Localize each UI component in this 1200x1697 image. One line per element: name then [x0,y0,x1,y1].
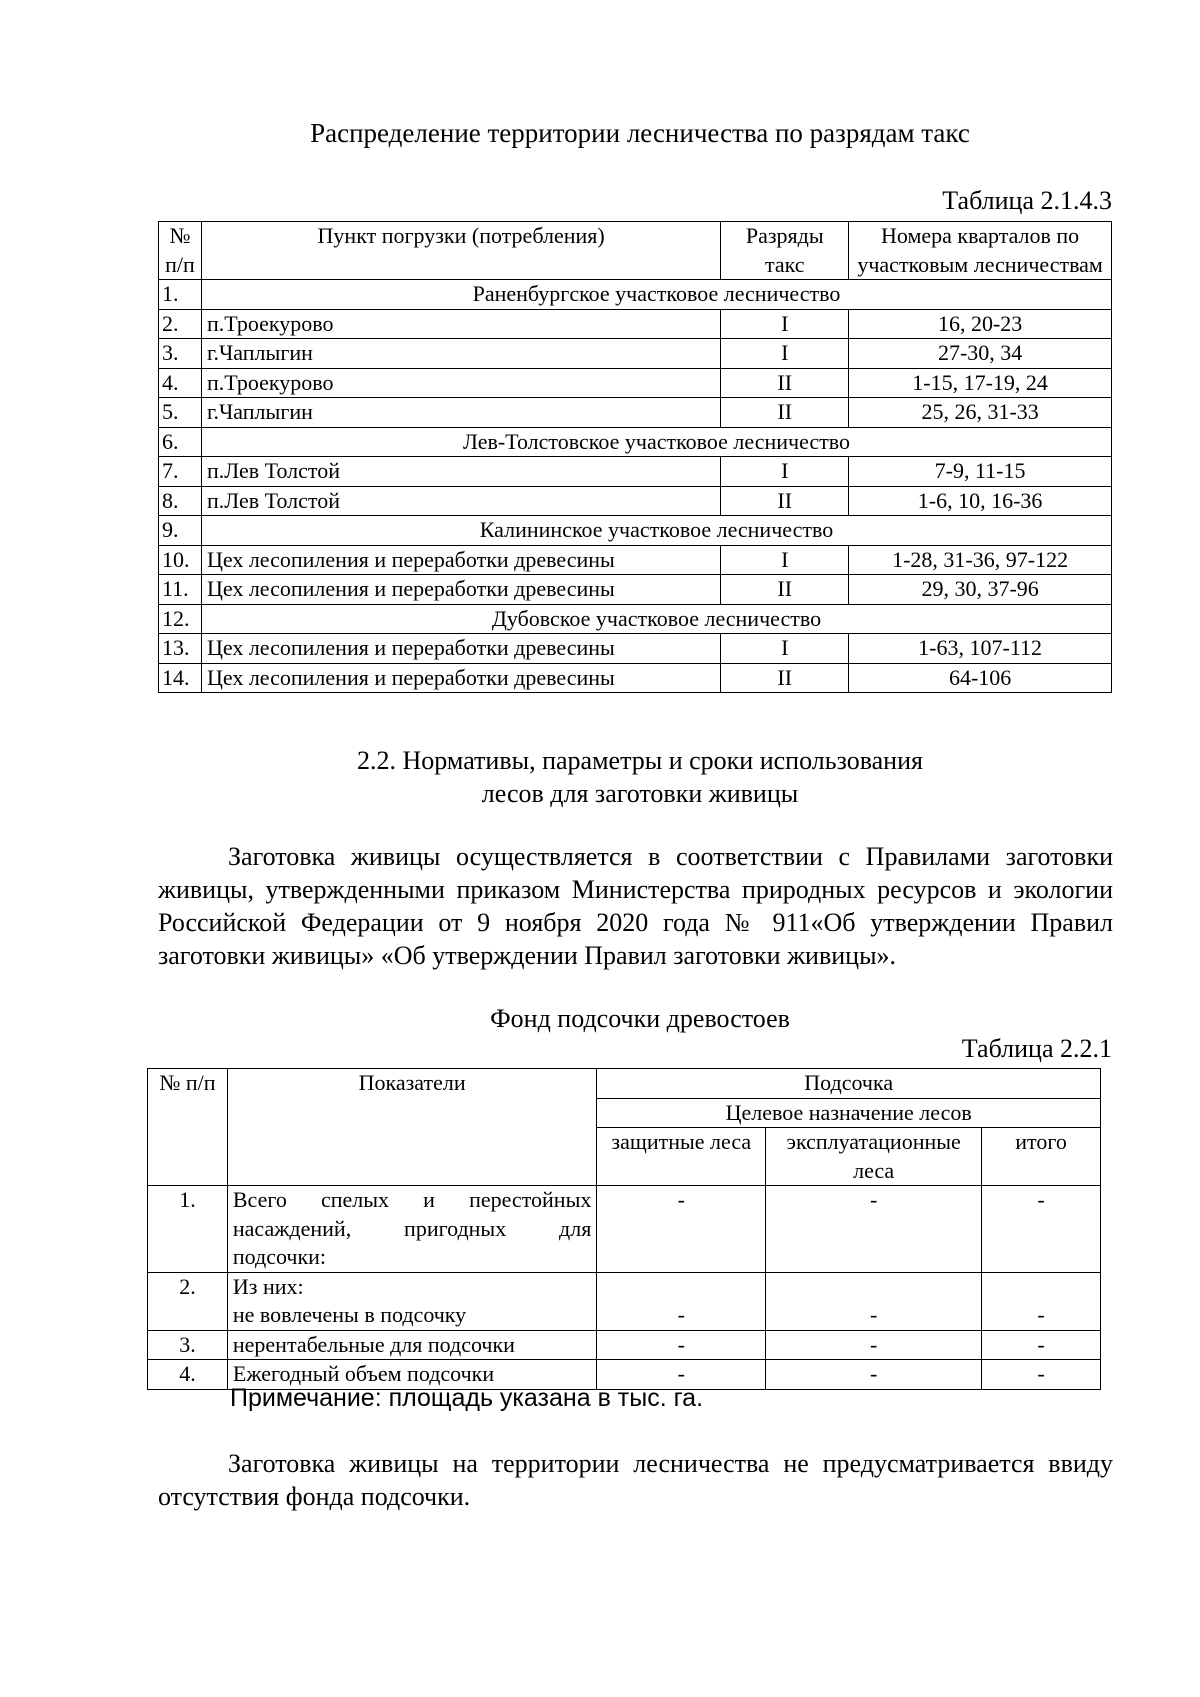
tax-rank: II [721,368,849,398]
value-cell: - [597,1186,766,1273]
loading-point: п.Лев Толстой [201,486,720,516]
row-number: 13. [159,634,202,664]
indicator-label-line1: Из них: [232,1273,304,1299]
section-heading-line2: лесов для заготовки живицы [481,779,799,808]
indicator-label-line2: не вовлечены в подсочку [232,1302,467,1327]
row-number: 14. [159,663,202,693]
tax-rank: I [721,634,849,664]
quarter-numbers: 29, 30, 37-96 [849,575,1112,605]
table-section-row [159,516,1112,546]
row-number: 4. [159,368,202,398]
table-section-row [159,604,1112,634]
tax-rank: II [721,398,849,428]
quarter-numbers: 1-15, 17-19, 24 [849,368,1112,398]
value-cell: - [982,1272,1101,1330]
quarter-numbers: 25, 26, 31-33 [849,398,1112,428]
table2-title: Фонд подсочки древостоев [490,1004,790,1033]
body-paragraph: Заготовка живицы на территории лесничества не предусматривается ввиду отсутствия фонда подсочки. [158,1449,1113,1511]
value-cell: - [766,1272,982,1330]
value-cell: - [982,1186,1101,1273]
tax-rank: I [721,309,849,339]
row-number: 10. [159,545,202,575]
indicator-label: Всего спелых и перестойных насаждений, пригодных для подсочки: [227,1186,596,1273]
table-row [159,545,1112,575]
table-row [159,663,1112,693]
header-rank: Разряды такс [721,222,849,280]
loading-point: г.Чаплыгин [201,339,720,369]
value-cell: - [766,1330,982,1360]
row-number: 8. [159,486,202,516]
row-number: 5. [159,398,202,428]
row-number: 1. [159,280,202,310]
value-cell: - [982,1330,1101,1360]
table-header-row [148,1069,1101,1099]
table-row [148,1272,1101,1330]
row-number: 7. [159,457,202,487]
header-num: № п/п [148,1069,228,1186]
loading-point: Цех лесопиления и переработки древесины [201,575,720,605]
quarter-numbers: 27-30, 34 [849,339,1112,369]
section-name: Калининское участковое лесничество [201,516,1111,546]
table2-caption: Таблица 2.2.1 [961,1034,1112,1063]
row-number: 9. [159,516,202,546]
tax-rank: I [721,457,849,487]
body-paragraph: Заготовка живицы осуществляется в соответствии с Правилами заготовки живицы, утвержденными приказом Министерства природных ресурсов и экологии Российской Федерации от 9 ноября 2020 года № 911«Об утверждении Правил заготовки живицы» «Об утверждении Правил заготовки живицы». [158,842,1113,970]
loading-point: г.Чаплыгин [201,398,720,428]
table-row [159,309,1112,339]
table-section-row [159,280,1112,310]
section-name: Лев-Толстовское участковое лесничество [201,427,1111,457]
tax-rank-table [158,221,1112,693]
table1-caption: Таблица 2.1.4.3 [942,186,1112,215]
value-cell: - [597,1360,766,1390]
loading-point: п.Лев Толстой [201,457,720,487]
indicator-label: нерентабельные для подсочки [227,1330,596,1360]
quarter-numbers: 16, 20-23 [849,309,1112,339]
tax-rank: I [721,339,849,369]
section-heading-line1: 2.2. Нормативы, параметры и сроки использования [357,746,923,775]
header-exploitation: эксплуатационные леса [766,1128,982,1186]
loading-point: п.Троекурово [201,309,720,339]
value-cell: - [597,1272,766,1330]
table-row [159,486,1112,516]
row-number: 2. [148,1272,228,1330]
table-header-row [159,222,1112,280]
loading-point: п.Троекурово [201,368,720,398]
value-cell: - [766,1186,982,1273]
table-section-row [159,427,1112,457]
quarter-numbers: 1-63, 107-112 [849,634,1112,664]
table-note: Примечание: площадь указана в тыс. га. [230,1384,704,1412]
table-row [159,368,1112,398]
table-row [159,457,1112,487]
header-protective: защитные леса [597,1128,766,1186]
indicator-label: Ежегодный объем подсочки [227,1360,596,1390]
section-name: Дубовское участковое лесничество [201,604,1111,634]
table1-title: Распределение территории лесничества по разрядам такс [310,118,970,148]
loading-point: Цех лесопиления и переработки древесины [201,663,720,693]
header-total: итого [982,1128,1101,1186]
value-cell: - [597,1330,766,1360]
header-point: Пункт погрузки (потребления) [201,222,720,280]
row-number: 3. [148,1330,228,1360]
loading-point: Цех лесопиления и переработки древесины [201,634,720,664]
tax-rank: II [721,575,849,605]
row-number: 1. [148,1186,228,1273]
table-row [159,634,1112,664]
quarter-numbers: 1-28, 31-36, 97-122 [849,545,1112,575]
tax-rank: I [721,545,849,575]
header-group: Подсочка [597,1069,1101,1099]
row-number: 3. [159,339,202,369]
tax-rank: II [721,486,849,516]
quarter-numbers: 1-6, 10, 16-36 [849,486,1112,516]
row-number: 2. [159,309,202,339]
row-number: 4. [148,1360,228,1390]
tapping-fund-table [147,1068,1101,1390]
table-row [159,575,1112,605]
tax-rank: II [721,663,849,693]
header-subgroup: Целевое назначение лесов [597,1098,1101,1128]
table-row [159,398,1112,428]
table-row [148,1330,1101,1360]
table-row [148,1186,1101,1273]
header-quarters: Номера кварталов по участковым лесничествам [849,222,1112,280]
quarter-numbers: 64-106 [849,663,1112,693]
row-number: 12. [159,604,202,634]
row-number: 11. [159,575,202,605]
section-name: Раненбургское участковое лесничество [201,280,1111,310]
header-indicator: Показатели [227,1069,596,1186]
header-num: № п/п [159,222,202,280]
row-number: 6. [159,427,202,457]
quarter-numbers: 7-9, 11-15 [849,457,1112,487]
table-row [159,339,1112,369]
loading-point: Цех лесопиления и переработки древесины [201,545,720,575]
indicator-label [227,1272,596,1330]
value-cell: - [982,1360,1101,1390]
value-cell: - [766,1360,982,1390]
section-heading [0,744,1200,810]
